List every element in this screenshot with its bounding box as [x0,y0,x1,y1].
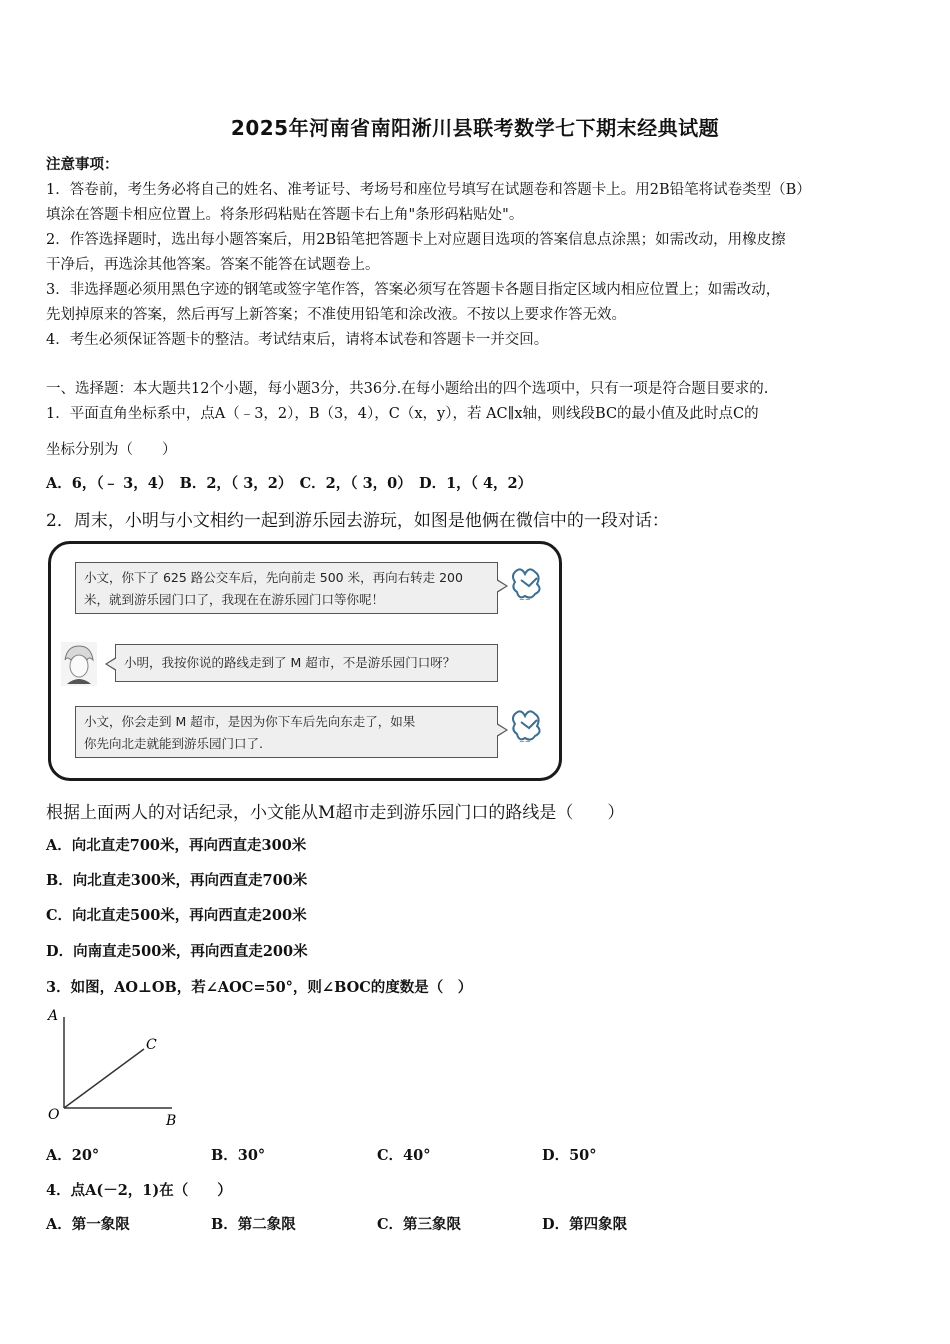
q2-option-d: D．向南直走500米，再向西直走200米 [46,943,308,960]
label-b: B [166,1113,177,1129]
svg-text:~~: ~~ [519,596,531,604]
notice-line: 填涂在答题卡相应位置上。将条形码粘贴在答题卡右上角"条形码粘贴处"。 [46,207,524,223]
page-title: 2025年河南省南阳淅川县联考数学七下期末经典试题 [230,116,720,140]
notice-line: 2．作答选择题时，选出每小题答案后，用2B铅笔把答题卡上对应题目选项的答案信息点涂黑；如需改动，用橡皮擦 [46,232,786,248]
q1-stem: 1．平面直角坐标系中，点A（﹣3，2），B（3，4），C（x，y），若 AC∥x轴，则线段BC的最小值及此时点C的 [46,406,759,422]
q3-option-b: B．30° [211,1147,266,1164]
angle-figure [44,1005,194,1130]
q3-stem: 3．如图，AO⊥OB，若∠AOC=50°，则∠BOC的度数是（ ） [46,979,473,996]
xiaowen-avatar-icon [509,706,547,746]
chat-text: 你先向北走就能到游乐园门口了. [84,736,263,751]
q2-option-a: A．向北直走700米，再向西直走300米 [46,837,307,854]
q3-option-d: D．50° [542,1147,597,1164]
q2-question: 根据上面两人的对话纪录，小文能从M超市走到游乐园门口的路线是（ ） [46,803,625,823]
notice-line: 4．考生必须保证答题卡的整洁。考试结束后，请将本试卷和答题卡一并交回。 [46,332,549,348]
q2-option-b: B．向北直走300米，再向西直走700米 [46,872,308,889]
chat-figure [48,541,562,781]
chat-text: 小文，你下了 625 路公交车后，先向前走 500 米，再向右转走 200 [84,570,463,585]
xiaoming-avatar-icon [61,642,97,686]
q1-stem-cont: 坐标分别为（ ） [46,442,177,458]
q4-option-c: C．第三象限 [377,1216,462,1233]
label-a: A [48,1008,59,1024]
label-c: C [146,1037,157,1053]
chat-text: 小明，我按你说的路线走到了 M 超市，不是游乐园门口呀？ [124,655,456,670]
q2-option-c: C．向北直走500米，再向西直走200米 [46,907,307,924]
chat-bubble-xiaoming [115,644,498,682]
notice-line: 3．非选择题必须用黑色字迹的钢笔或签字笔作答，答案必须写在答题卡各题目指定区域内相应位置上；如需改动， [46,282,781,298]
q3-option-c: C．40° [377,1147,431,1164]
chat-text: 米，就到游乐园门口了，我现在在游乐园门口等你呢！ [84,592,385,607]
q4-option-b: B．第二象限 [211,1216,296,1233]
q3-option-a: A．20° [46,1147,100,1164]
label-o: O [48,1107,60,1123]
notice-heading: 注意事项： [46,156,119,173]
chat-bubble-xiaowen-2 [75,706,498,758]
ray-oc [64,1049,144,1108]
q4-option-a: A．第一象限 [46,1216,130,1233]
q4-option-d: D．第四象限 [542,1216,628,1233]
notice-line: 1．答卷前，考生务必将自己的姓名、准考证号、考场号和座位号填写在试题卷和答题卡上。用2B铅笔将试卷类型（B） [46,182,811,198]
xiaowen-avatar-icon [509,564,547,604]
section-heading: 一、选择题：本大题共12个小题，每小题3分，共36分.在每小题给出的四个选项中，只有一项是符合题目要求的. [46,381,769,397]
notice-line: 先划掉原来的答案，然后再写上新答案；不准使用铅笔和涂改液。不按以上要求作答无效。 [46,307,626,323]
notice-line: 干净后，再选涂其他答案。答案不能答在试题卷上。 [46,257,380,273]
chat-bubble-xiaowen-1 [75,562,498,614]
chat-text: 小文，你会走到 M 超市，是因为你下车后先向东走了，如果 [84,714,416,729]
svg-text:~~: ~~ [519,738,531,746]
q1-options: A．6，（﹣ 3，4） B．2，（ 3，2） C．2，（ 3，0） D．1，（ 4，2） [46,475,533,492]
q2-stem: 2．周末，小明与小文相约一起到游乐园去游玩，如图是他俩在微信中的一段对话： [46,511,669,531]
q4-stem: 4．点A(－2，1)在（ ） [46,1182,232,1199]
